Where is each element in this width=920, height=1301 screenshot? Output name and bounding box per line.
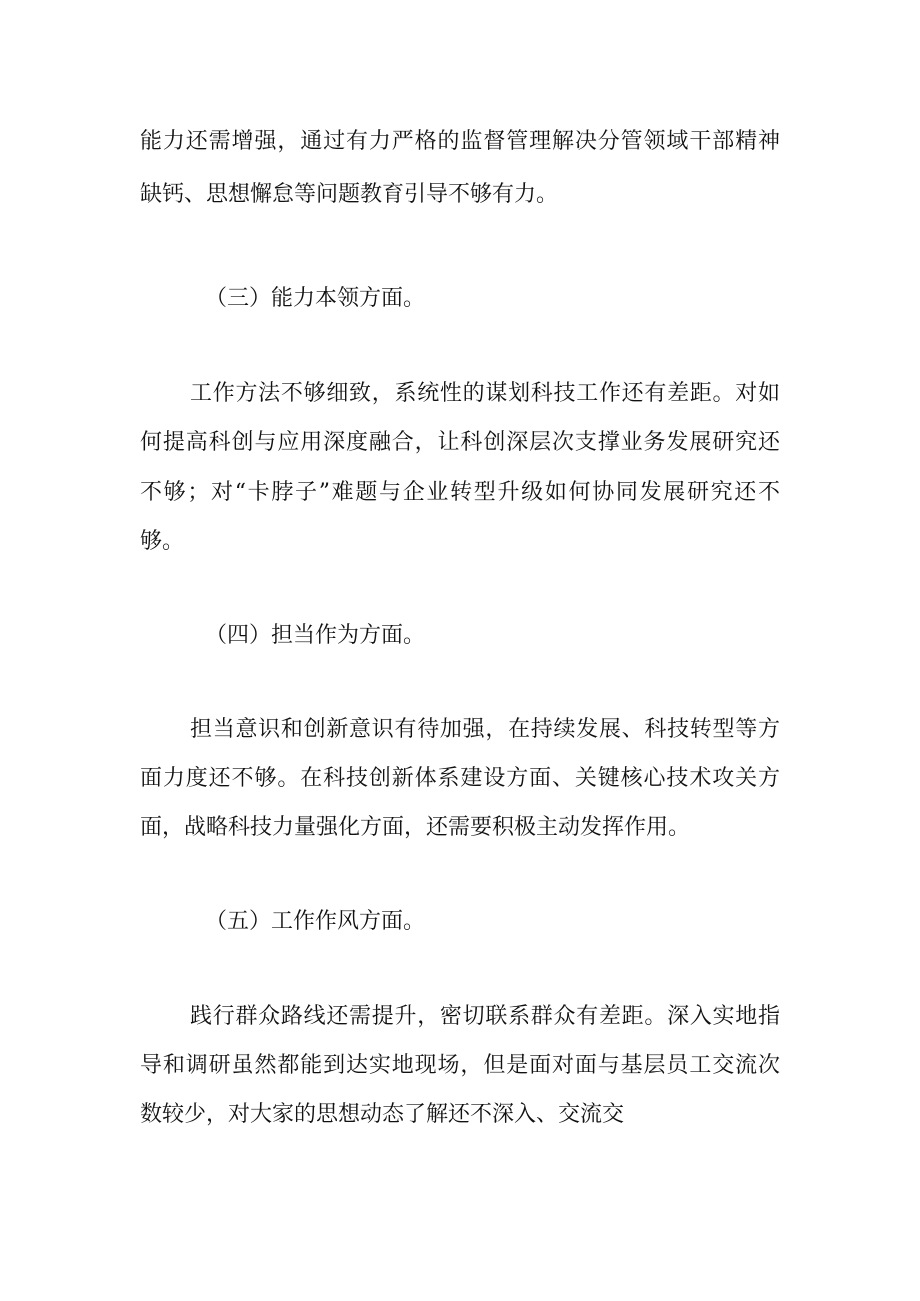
paragraph-line: 不够；对“卡脖子”难题与企业转型升级如何协同发展研究还不 xyxy=(140,480,780,505)
paragraph-line: 缺钙、思想懈怠等问题教育引导不够有力。 xyxy=(140,182,559,207)
section-heading-4: （四）担当作为方面。 xyxy=(205,623,426,648)
paragraph-line: 够。 xyxy=(140,529,185,554)
paragraph-line: 何提高科创与应用深度融合，让科创深层次支撑业务发展研究还 xyxy=(140,430,780,455)
paragraph-line: 担当意识和创新意识有待加强，在持续发展、科技转型等方 xyxy=(190,717,780,742)
paragraph-line: 数较少，对大家的思想动态了解还不深入、交流交 xyxy=(140,1102,625,1127)
paragraph-line: 工作方法不够细致，系统性的谋划科技工作还有差距。对如 xyxy=(190,381,780,406)
paragraph-line: 践行群众路线还需提升，密切联系群众有差距。深入实地指 xyxy=(190,1004,780,1029)
section-heading-5: （五）工作作风方面。 xyxy=(205,909,426,934)
section-heading-3: （三）能力本领方面。 xyxy=(205,286,426,311)
paragraph-line: 导和调研虽然都能到达实地现场，但是面对面与基层员工交流次 xyxy=(140,1053,780,1078)
paragraph-line: 面，战略科技力量强化方面，还需要积极主动发挥作用。 xyxy=(140,815,691,840)
paragraph-line: 面力度还不够。在科技创新体系建设方面、关键核心技术攻关方 xyxy=(140,766,780,791)
paragraph-line: 能力还需增强，通过有力严格的监督管理解决分管领域干部精神 xyxy=(140,129,780,154)
